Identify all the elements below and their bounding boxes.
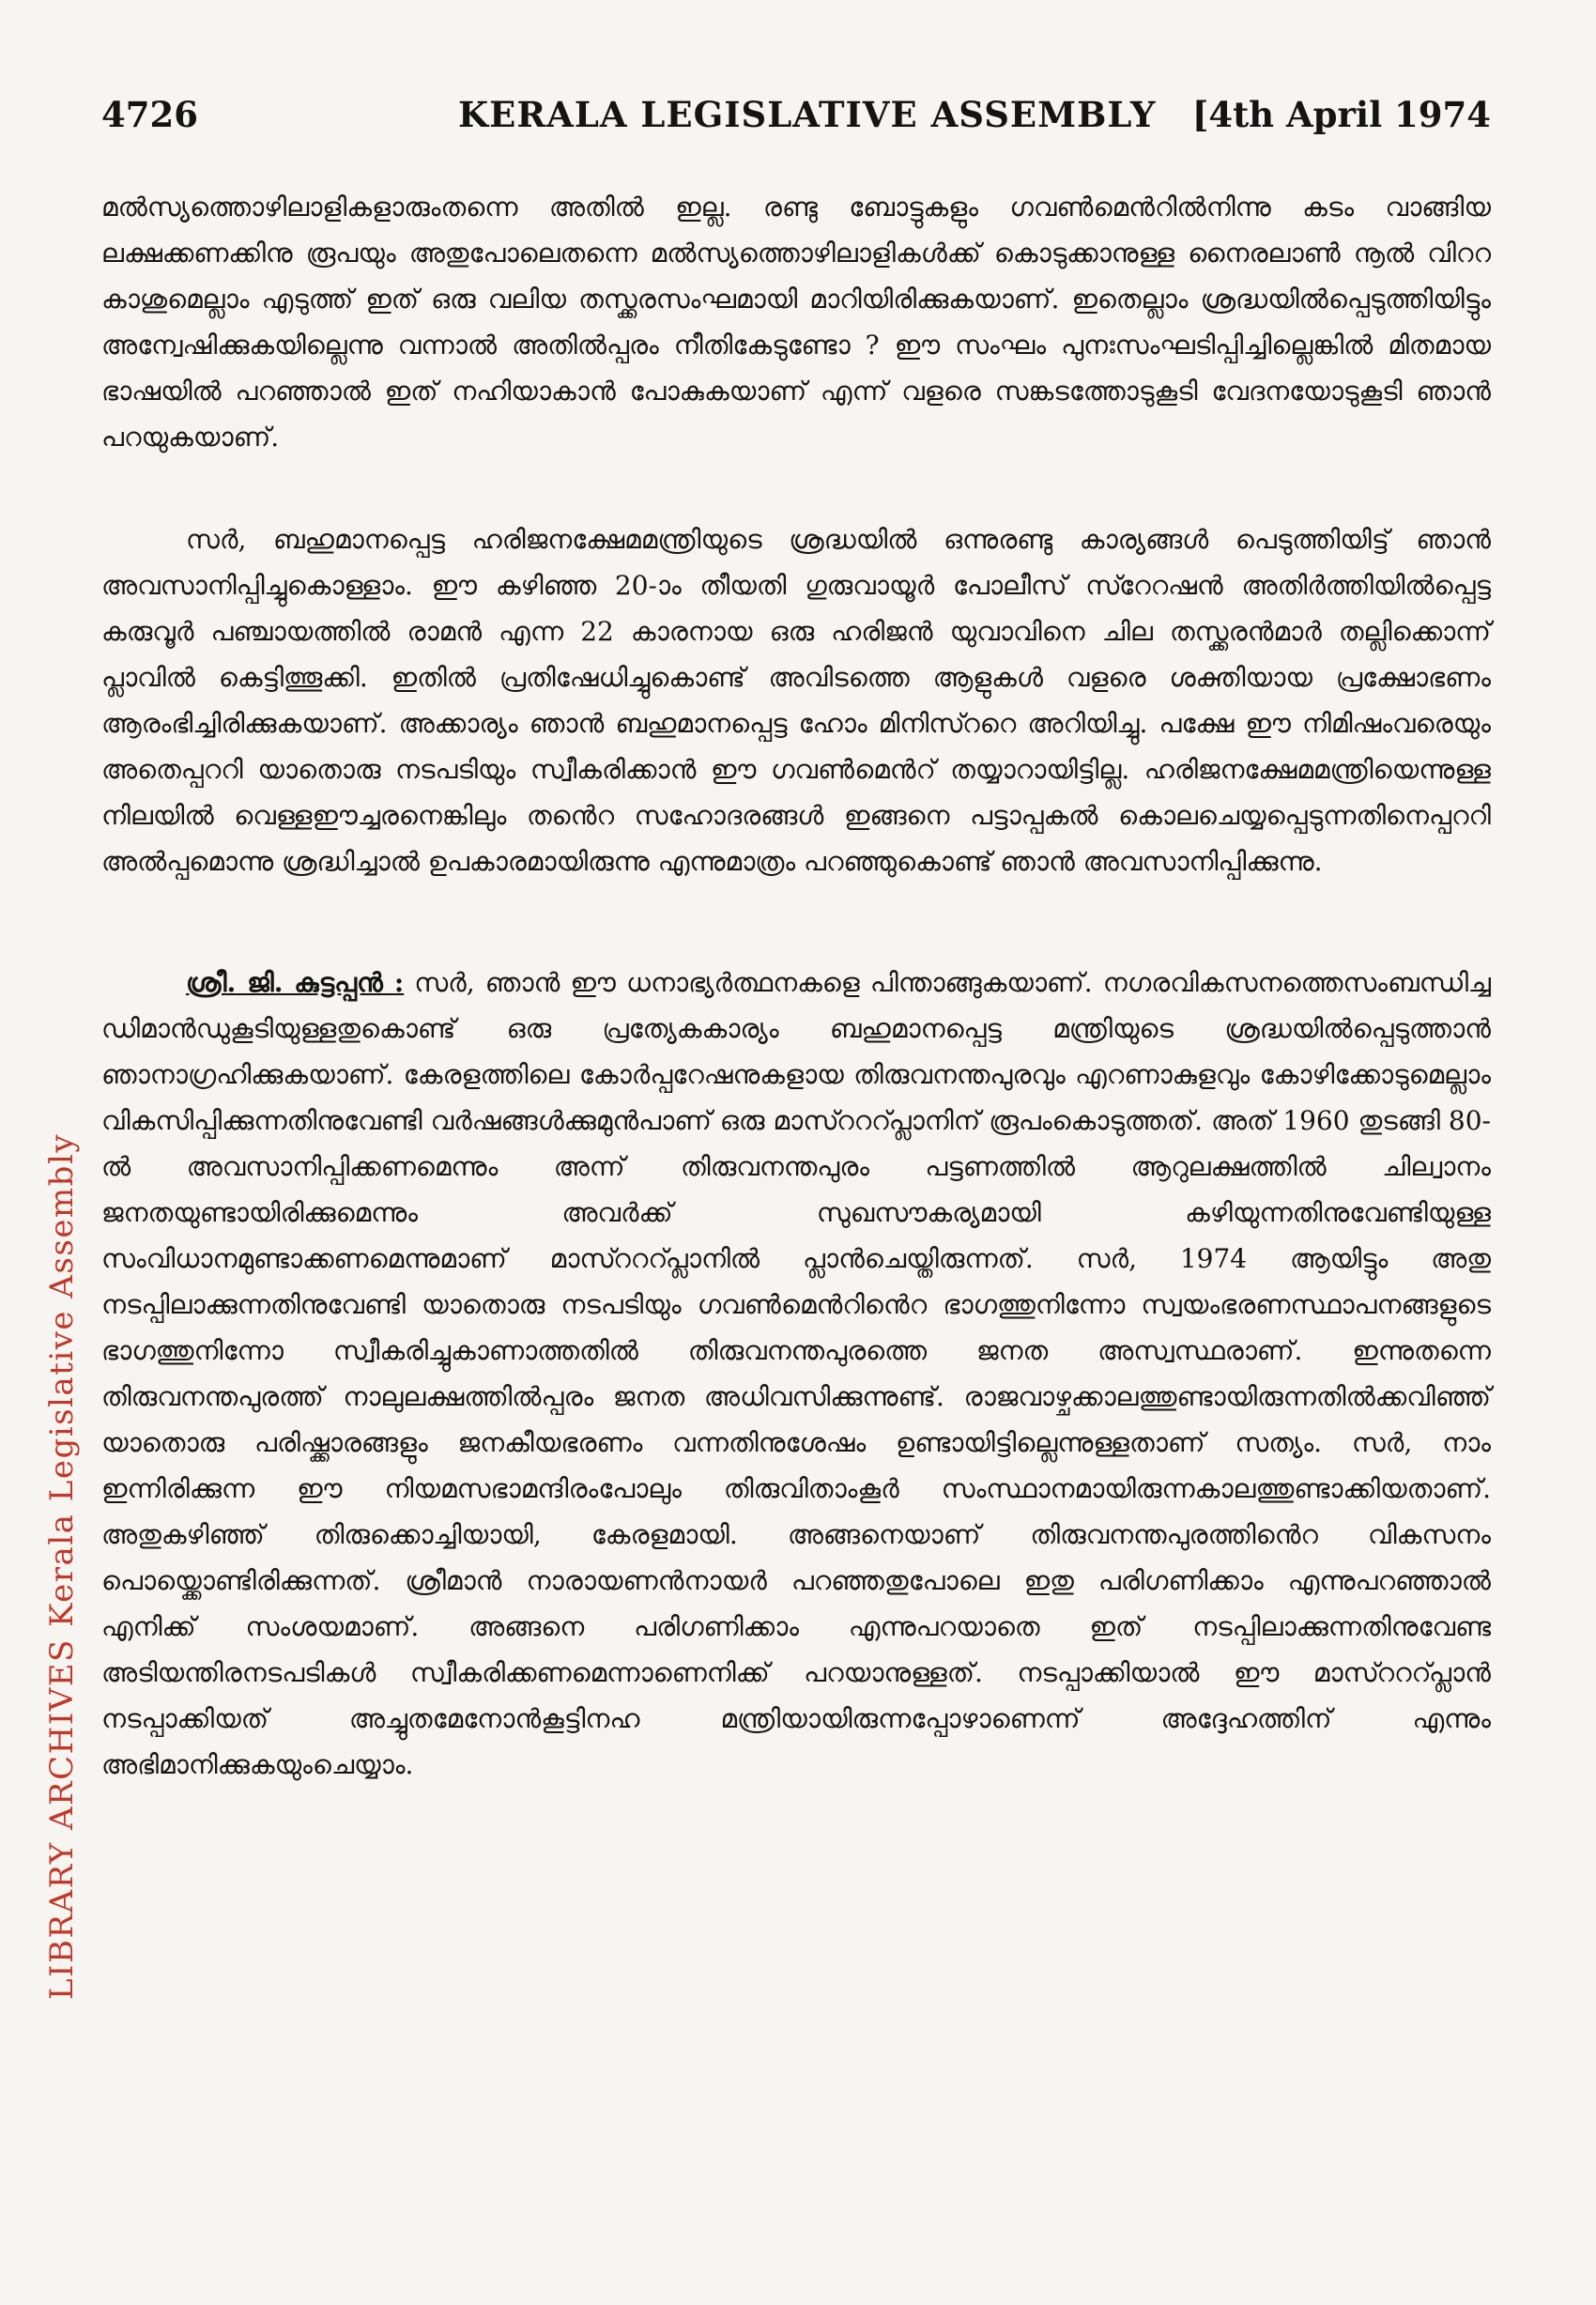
page-header	[101, 94, 1491, 150]
speaker-name: ശ്രീ. ജി. കുട്ടപ്പൻ :	[186, 967, 405, 998]
archive-watermark: LIBRARY ARCHIVES Kerala Legislative Assembly	[43, 1132, 81, 2000]
paragraph-2: സർ, ബഹുമാനപ്പെട്ട ഹരിജനക്ഷേമമന്ത്രിയുടെ ശ്രദ്ധയിൽ ഒന്നുരണ്ടു കാര്യങ്ങൾ പെടുത്തിയിട്ട് ഞാൻ അവസാനിപ്പിച്ചുകൊള്ളാം. ഈ കഴിഞ്ഞ 20-ാം തീയതി ഗുരുവായൂർ പോലീസ് സ്റേറഷൻ അതിർത്തിയിൽപ്പെട്ട കരുവൂർ പഞ്ചായത്തിൽ രാമൻ എന്ന 22 കാരനായ ഒരു ഹരിജൻ യുവാവിനെ ചില തസ്ക്കരൻമാർ തല്ലിക്കൊന്ന് പ്ലാവിൽ കെട്ടിത്തൂക്കി. ഇതിൽ പ്രതിഷേധിച്ചുകൊണ്ട് അവിടത്തെ ആളുകൾ വളരെ ശക്തിയായ പ്രക്ഷോഭണം ആരംഭിച്ചിരിക്കുകയാണ്. അക്കാര്യം ഞാൻ ബഹുമാനപ്പെട്ട ഹോം മിനിസ്ററെ അറിയിച്ചു. പക്ഷേ ഈ നിമിഷംവരെയും അതെപ്പററി യാതൊരു നടപടിയും സ്വീകരിക്കാൻ ഈ ഗവൺമെൻറ് തയ്യാറായിട്ടില്ല. ഹരിജനക്ഷേമമന്ത്രിയെന്നുള്ള നിലയിൽ വെള്ളഈച്ചരനെങ്കിലും തൻെറ സഹോദരങ്ങൾ ഇങ്ങനെ പട്ടാപ്പകൽ കൊലചെയ്യപ്പെടുന്നതിനെപ്പററി അൽപ്പമൊന്നു ശ്രദ്ധിച്ചാൽ ഉപകാരമായിരുന്നു എന്നുമാത്രം പറഞ്ഞുകൊണ്ട് ഞാൻ അവസാനിപ്പിക്കുന്നു.	[101, 524, 1491, 877]
paragraph-1: മൽസ്യത്തൊഴിലാളികളാരുംതന്നെ അതിൽ ഇല്ല. രണ്ടു ബോട്ടുകളും ഗവൺമെൻറിൽനിന്നു കടം വാങ്ങിയ ലക്ഷക്കണക്കിനു രൂപയും അതുപോലെതന്നെ മൽസ്യത്തൊഴിലാളികൾക്ക് കൊടുക്കാനുള്ള നൈരലാൺ നൂൽ വിററ കാശുമെല്ലാം എടുത്ത് ഇത് ഒരു വലിയ തസ്ക്കരസംഘമായി മാറിയിരിക്കുകയാണ്. ഇതെല്ലാം ശ്രദ്ധയിൽപ്പെടുത്തിയിട്ടും അന്വേഷിക്കുകയില്ലെന്നു വന്നാൽ അതിൽപ്പരം നീതികേടുണ്ടോ ? ഈ സംഘം പുനഃസംഘടിപ്പിച്ചില്ലെങ്കിൽ മിതമായ ഭാഷയിൽ പറഞ്ഞാൽ ഇത് നഹിയാകാൻ പോകുകയാണ് എന്ന് വളരെ സങ്കടത്തോടുകൂടി വേദനയോടുകൂടി ഞാൻ പറയുകയാണ്.	[101, 192, 1491, 453]
header-date: [4th April 1974	[1191, 94, 1491, 135]
body-text	[101, 184, 1491, 1788]
paragraph-3	[101, 960, 1491, 1788]
running-title: KERALA LEGISLATIVE ASSEMBLY	[458, 94, 1157, 135]
paragraph-3-text: സർ, ഞാൻ ഈ ധനാഭ്യർത്ഥനകളെ പിന്താങ്ങുകയാണ്. നഗരവികസനത്തെസംബന്ധിച്ച ഡിമാൻഡുകൂടിയുള്ളതുകൊണ്ട് ഒരു പ്രത്യേകകാര്യം ബഹുമാനപ്പെട്ട മന്ത്രിയുടെ ശ്രദ്ധയിൽപ്പെടുത്താൻ ഞാനാഗ്രഹിക്കുകയാണ്. കേരളത്തിലെ കോർപ്പറേഷനുകളായ തിരുവനന്തപുരവും എറണാകുളവും കോഴിക്കോടുമെല്ലാം വികസിപ്പിക്കുന്നതിനുവേണ്ടി വർഷങ്ങൾക്കുമുൻപാണ് ഒരു മാസ്റററ്പ്ലാനിന് രൂപംകൊടുത്തത്. അത് 1960 തുടങ്ങി 80-ൽ അവസാനിപ്പിക്കണമെന്നും അന്ന് തിരുവനന്തപുരം പട്ടണത്തിൽ ആറുലക്ഷത്തിൽ ചില്വാനം ജനതയുണ്ടായിരിക്കുമെന്നും അവർക്ക് സുഖസൗകര്യമായി കഴിയുന്നതിനുവേണ്ടിയുള്ള സംവിധാനമുണ്ടാക്കണമെന്നുമാണ് മാസ്റററ്പ്ലാനിൽ പ്ലാൻചെയ്തിരുന്നത്. സർ, 1974 ആയിട്ടും അതു നടപ്പിലാക്കുന്നതിനുവേണ്ടി യാതൊരു നടപടിയും ഗവൺമെൻറിൻെറ ഭാഗത്തുനിന്നോ സ്വയംഭരണസ്ഥാപനങ്ങളുടെ ഭാഗത്തുനിന്നോ സ്വീകരിച്ചുകാണാത്തതിൽ തിരുവനന്തപുരത്തെ ജനത അസ്വസ്ഥരാണ്. ഇന്നുതന്നെ തിരുവനന്തപുരത്ത് നാലുലക്ഷത്തിൽപ്പരം ജനത അധിവസിക്കുന്നുണ്ട്. രാജവാഴ്ചക്കാലത്തുണ്ടായിരുന്നതിൽക്കവിഞ്ഞ് യാതൊരു പരിഷ്ക്കാരങ്ങളും ജനകീയഭരണം വന്നതിനുശേഷം ഉണ്ടായിട്ടില്ലെന്നുള്ളതാണ് സത്യം. സർ, നാം ഇന്നിരിക്കുന്ന ഈ നിയമസഭാമന്ദിരംപോലും തിരുവിതാംകൂർ സംസ്ഥാനമായിരുന്നകാലത്തുണ്ടാക്കിയതാണ്. അതുകഴിഞ്ഞ് തിരുക്കൊച്ചിയായി, കേരളമായി. അങ്ങനെയാണ് തിരുവനന്തപുരത്തിൻെറ വികസനം പൊയ്ക്കൊണ്ടിരിക്കുന്നത്. ശ്രീമാൻ നാരായണൻനായർ പറഞ്ഞതുപോലെ ഇതു പരിഗണിക്കാം എന്നുപറഞ്ഞാൽ എനിക്ക് സംശയമാണ്. അങ്ങനെ പരിഗണിക്കാം എന്നുപറയാതെ ഇത് നടപ്പിലാക്കുന്നതിനുവേണ്ട അടിയന്തിരനടപടികൾ സ്വീകരിക്കണമെന്നാണെനിക്ക് പറയാനുള്ളത്. നടപ്പാക്കിയാൽ ഈ മാസ്റററ്പ്ലാൻ നടപ്പാക്കിയത് അച്ചുതമേനോൻകൂട്ടിനഹ മന്ത്രിയായിരുന്നപ്പോഴാണെന്ന് അദ്ദേഹത്തിന് എന്നും അഭിമാനിക്കുകയുംചെയ്യാം.	[101, 967, 1491, 1780]
page-number: 4726	[101, 94, 198, 135]
